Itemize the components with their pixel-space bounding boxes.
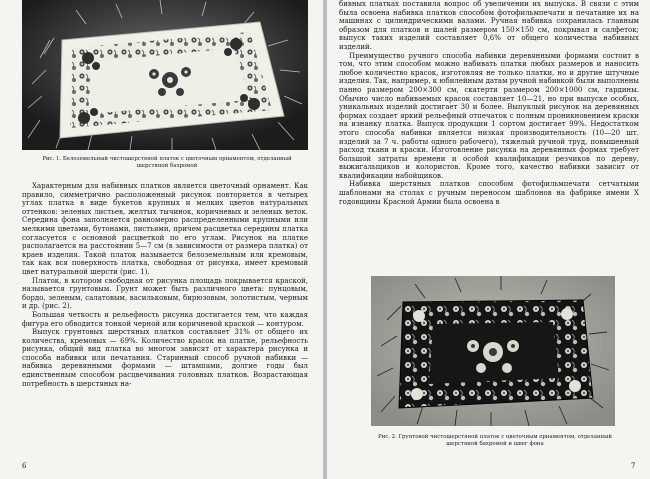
- left-paragraph: Платок, в котором свободная от рисунка площадь покрывается краской, называется грунтовым. Грунт может быть различного цвета: пунцовым, бордо, зеленым, салатовым, васильковым, бирюзовым, золотистым, черным и др. (рис. 2).: [22, 276, 308, 311]
- figure-1-photo: [22, 0, 308, 150]
- right-body-text: [339, 0, 639, 206]
- figure-2-photo: [371, 276, 615, 426]
- figure-1-caption: Рис. 1. Белоземельный чистошерстяной платок с цветочным орнаментом, отделанный шерстяной бахромой: [42, 156, 292, 169]
- page-number-left: 6: [22, 462, 27, 470]
- right-page: [327, 0, 650, 479]
- left-page: [0, 0, 323, 479]
- right-paragraph: бивных платках поставила вопрос об увеличении их выпуска. В связи с этим была освоена набивка платков способом фотофильмпечати и печатание их на машинах с цилиндрическими валами. Ручная набивка сохранилась главным образом для платков и шалей размером 150×150 см, покрывал и салфеток; выпуск таких изделий составляет 0,6% от общего количества набивных изделий.: [339, 0, 639, 51]
- figure-2-caption: Рис. 2. Грунтовой чистошерстяной платок с цветочным орнаментом, отделанный шерстяной бахромой и швег фона: [377, 434, 613, 447]
- left-paragraph: Выпуск грунтовых шерстяных платков составляет 31% от общего их количества, кремовых — 69%. Количество красок на платке, рельефность рисунка, общий вид платка во многом зависят от характера рисунка и способа набивки или печатания. Старинный способ ручной набивки — набивка деревянными формами — штампами, долгие годы был единственным способом расцвечивания головных платков. Возрастающая потребность в шерстяных на-: [22, 328, 308, 388]
- left-body-text: [22, 182, 308, 388]
- page-number-right: 7: [631, 462, 636, 470]
- left-paragraph: Характерным для набивных платков является цветочный орнамент. Как правило, симметрично расположенный рисунок повторяется в четырех углах платка в виде букетов крупных и мелких цветов натуральных оттенков: зеленых листьев, желтых тычинок, коричневых и зеленых веток. Середина фона заполняется равномерно распределенными крупными или мелкими цветами, бутонами, листьями, причем расцветка середины платка согласуется с основной расцветкой по его углам. Рисунок на платке располагается на расстоянии 5—7 см (в зависимости от размера платка) от краев изделия. Такой платок называется белоземельным или кремовым, так как вся поверхность платка, свободная от рисунка, имеет кремовый цвет натуральной шерсти (рис. 1).: [22, 182, 308, 276]
- right-paragraph: Набивка шерстяных платков способом фотофильмпечати сетчатыми шаблонами на столах с ручным переносом шаблонов на фабрике имени Х годовщины Красной Армии была освоена в: [339, 180, 639, 206]
- left-paragraph: Большая четкость и рельефность рисунка достигается тем, что каждая фигура его обводится тонкой черной или коричневой краской — контуром.: [22, 310, 308, 328]
- right-paragraph: Преимущество ручного способа набивки деревянными формами состоит в том, что этим способом можно набивать платки любых размеров и наносить любое количество красок, изготовляя не только платки, но и другие штучные изделия. Так, например, к юбилейным датам ручной набивкой были выполнены панно размером 200×300 см, скатерти размером 200×1000 см, гардины. Обычно число набиваемых красок составляет 10—21, но при выпуске особых, уникальных изделий достигает 30 и более. Выпуклый рисунок на деревянных формах создает яркий рельефный отпечаток с полным проникновением краски на изнанку платка. Выпуск продукции 1 сортом достигает 99%. Недостатком этого способа набивки является низкая производительность (10—20 шт. изделий за 7 ч. работы одного рабочего), тяжелый ручной труд, повышенный расход ткани и краски. Изготовление рисунка на деревянных формах требует большой затраты времени и особой квалификации резчиков по дереву, выжигальщиков и колористов. Кроме того, качество набивки зависит от квалификации набойщиков.: [339, 51, 639, 180]
